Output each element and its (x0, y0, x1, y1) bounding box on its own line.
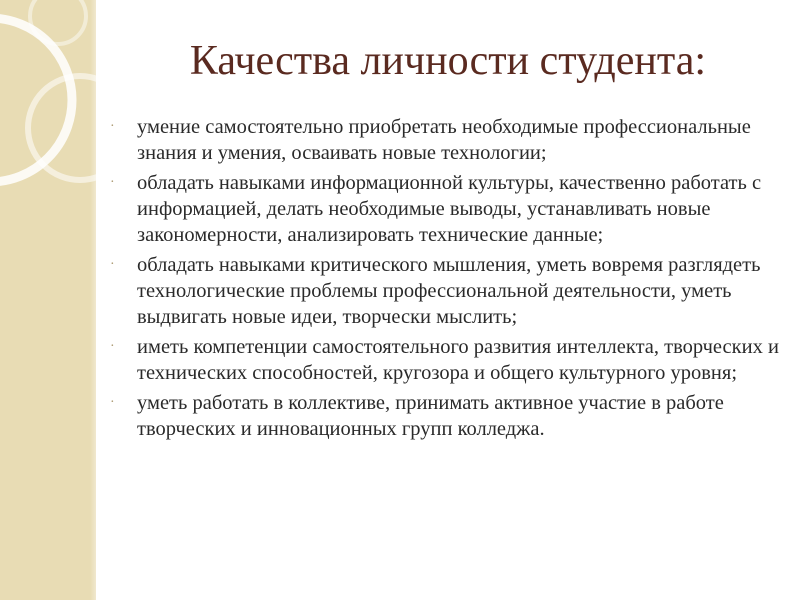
decorative-side-band (0, 0, 96, 600)
bullet-dot-icon: · (110, 175, 115, 190)
bullet-dot-icon: · (110, 119, 115, 134)
bullet-item (110, 252, 786, 330)
bullet-list (110, 114, 786, 446)
bullet-item (110, 170, 786, 248)
bullet-dot-icon: · (110, 339, 115, 354)
bullet-item (110, 114, 786, 166)
bullet-dot-icon: · (110, 395, 115, 410)
bullet-text: уметь работать в коллективе, принимать активное участие в работе творческих и инновационных групп колледжа. (137, 392, 724, 440)
bullet-text: обладать навыками информационной культуры, качественно работать с информацией, делать необходимые выводы, устанавливать новые закономерности, анализировать технические данные; (137, 172, 762, 246)
bullet-item (110, 390, 786, 442)
bullet-text: умение самостоятельно приобретать необходимые профессиональные знания и умения, осваивать новые технологии; (137, 116, 751, 164)
bullet-text: обладать навыками критического мышления, уметь вовремя разглядеть технологические проблемы профессиональной деятельности, уметь выдвигать новые идеи, творчески мыслить; (137, 254, 761, 328)
bullet-item (110, 334, 786, 386)
bullet-dot-icon: · (110, 257, 115, 272)
slide-title: Качества личности студента: (189, 38, 707, 84)
bullet-text: иметь компетенции самостоятельного развития интеллекта, творческих и технических способностей, кругозора и общего культурного уровня; (137, 336, 779, 384)
